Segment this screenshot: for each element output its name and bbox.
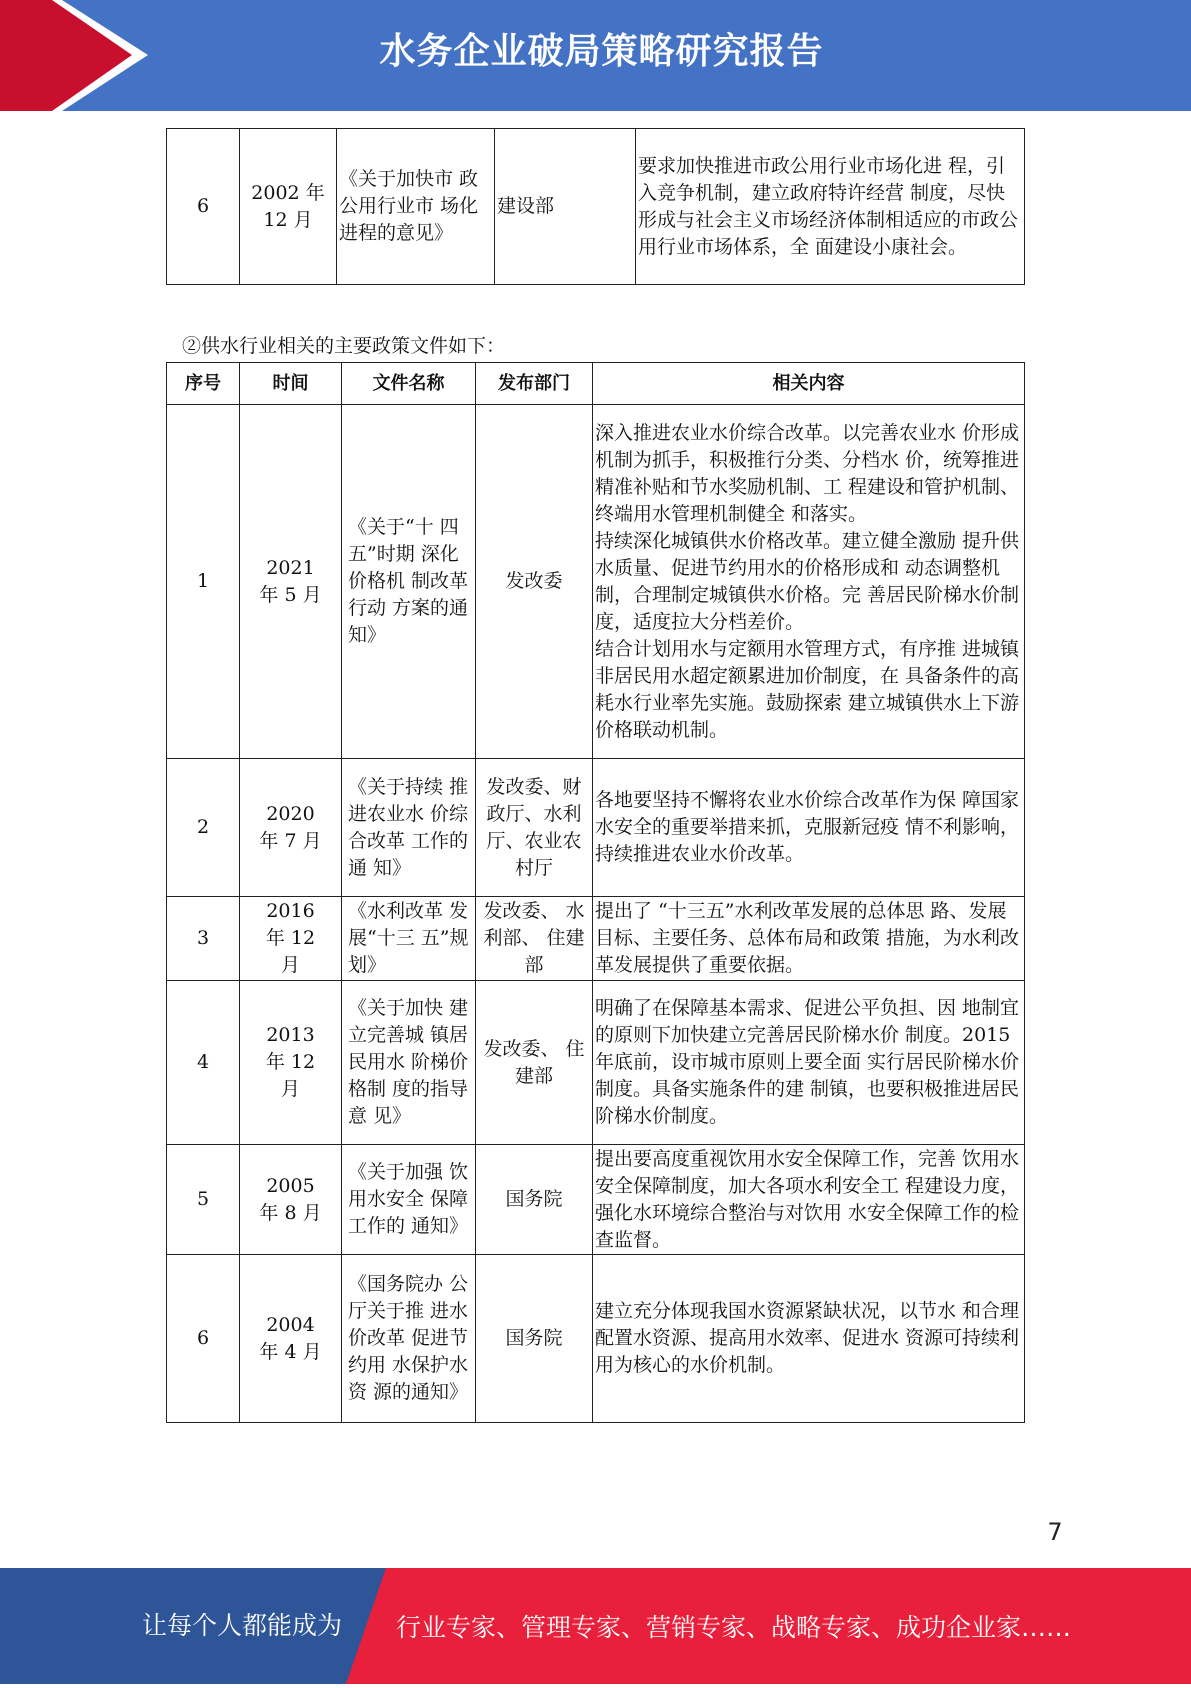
table-row [167, 1145, 1025, 1255]
table-header-row [167, 363, 1025, 405]
cell-no: 1 [167, 405, 240, 759]
cell-time: 2021 年 5 月 [240, 405, 342, 759]
cell-content: 要求加快推进市政公用行业市场化进 程，引入竞争机制，建立政府特许经营 制度，尽快形成与社会主义市场经济体制相适应的市政公用行业市场体系，全 面建设小康社会。 [636, 129, 1025, 285]
cell-dept: 建设部 [495, 129, 636, 285]
header-content: 相关内容 [593, 363, 1025, 405]
cell-dept: 国务院 [476, 1255, 593, 1423]
header-doc: 文件名称 [342, 363, 476, 405]
cell-doc: 《关于加快市 政公用行业市 场化进程的意见》 [337, 129, 495, 285]
cell-doc: 《关于“十 四五”时期 深化价格机 制改革行动 方案的通知》 [342, 405, 476, 759]
cell-dept: 发改委、 住建部 [476, 981, 593, 1145]
cell-content: 建立充分体现我国水资源紧缺状况，以节水 和合理配置水资源、提高用水效率、促进水 资源可持续利用为核心的水价机制。 [593, 1255, 1025, 1423]
cell-time: 2005 年 8 月 [240, 1145, 342, 1255]
page-number: 7 [1047, 1518, 1063, 1546]
table-row [167, 405, 1025, 759]
cell-no: 6 [167, 1255, 240, 1423]
cell-dept: 发改委、 水利部、 住建部 [476, 897, 593, 981]
cell-time: 2004 年 4 月 [240, 1255, 342, 1423]
table-row [167, 129, 1025, 285]
cell-time: 2016 年 12 月 [240, 897, 342, 981]
cell-dept: 国务院 [476, 1145, 593, 1255]
policy-table-continued [166, 128, 1025, 285]
cell-no: 2 [167, 759, 240, 897]
table-row [167, 759, 1025, 897]
table-row [167, 1255, 1025, 1423]
cell-doc: 《水利改革 发展“十三 五”规划》 [342, 897, 476, 981]
cell-doc: 《关于加强 饮用水安全 保障工作的 通知》 [342, 1145, 476, 1255]
table-row [167, 897, 1025, 981]
cell-doc: 《关于持续 推进农业水 价综合改革 工作的通 知》 [342, 759, 476, 897]
cell-time: 2020 年 7 月 [240, 759, 342, 897]
cell-time: 2002 年 12 月 [240, 129, 337, 285]
table-row [167, 981, 1025, 1145]
report-title: 水务企业破局策略研究报告 [379, 31, 824, 72]
cell-dept: 发改委 [476, 405, 593, 759]
cell-doc: 《关于加快 建立完善城 镇居民用水 阶梯价格制 度的指导意 见》 [342, 981, 476, 1145]
header-no: 序号 [167, 363, 240, 405]
table-caption: ②供水行业相关的主要政策文件如下： [182, 335, 506, 357]
page-header [0, 0, 1191, 111]
cell-content: 提出要高度重视饮用水安全保障工作，完善 饮用水安全保障制度，加大各项水利安全工 程建设力度，强化水环境综合整治与对饮用 水安全保障工作的检查监督。 [593, 1145, 1025, 1255]
cell-no: 5 [167, 1145, 240, 1255]
footer-slogan-right: 行业专家、管理专家、营销专家、战略专家、成功企业家…… [396, 1613, 1072, 1642]
header-time: 时间 [240, 363, 342, 405]
cell-content: 深入推进农业水价综合改革。以完善农业水 价形成机制为抓手，积极推行分类、分档水 价，统筹推进精准补贴和节水奖励机制、工 程建设和管护机制、终端用水管理机制健全 和落实。 持续深化城镇供水价格改革。建立健全激励 提升供水质量、促进节约用水的价格形成和 动态调整机制，合理制定城镇供水价格。完 善居民阶梯水价制度，适度拉大分档差价。 结合计划用水与定额用水管理方式，有序推 进城镇非居民用水超定额累进加价制度，在 具备条件的高耗水行业率先实施。鼓励探索 建立城镇供水上下游价格联动机制。 [593, 405, 1025, 759]
cell-content: 各地要坚持不懈将农业水价综合改革作为保 障国家水安全的重要举措来抓，克服新冠疫 情不利影响，持续推进农业水价改革。 [593, 759, 1025, 897]
cell-content: 提出了 “十三五”水利改革发展的总体思 路、发展目标、主要任务、总体布局和政策 措施，为水利改革发展提供了重要依据。 [593, 897, 1025, 981]
cell-no: 3 [167, 897, 240, 981]
cell-no: 6 [167, 129, 240, 285]
water-supply-policy-table [166, 362, 1025, 1423]
cell-doc: 《国务院办 公厅关于推 进水价改革 促进节约用 水保护水资 源的通知》 [342, 1255, 476, 1423]
cell-dept: 发改委、财政厅、水利厅、农业农村厅 [476, 759, 593, 897]
cell-no: 4 [167, 981, 240, 1145]
header-dept: 发布部门 [476, 363, 593, 405]
page-footer [0, 1568, 1191, 1684]
footer-slogan-left: 让每个人都能成为 [142, 1611, 343, 1640]
cell-content: 明确了在保障基本需求、促进公平负担、因 地制宜的原则下加快建立完善居民阶梯水价 制度。2015 年底前，设市城市原则上要全面 实行居民阶梯水价制度。具备实施条件的建 制镇，也要积极推进居民阶梯水价制度。 [593, 981, 1025, 1145]
cell-time: 2013 年 12 月 [240, 981, 342, 1145]
